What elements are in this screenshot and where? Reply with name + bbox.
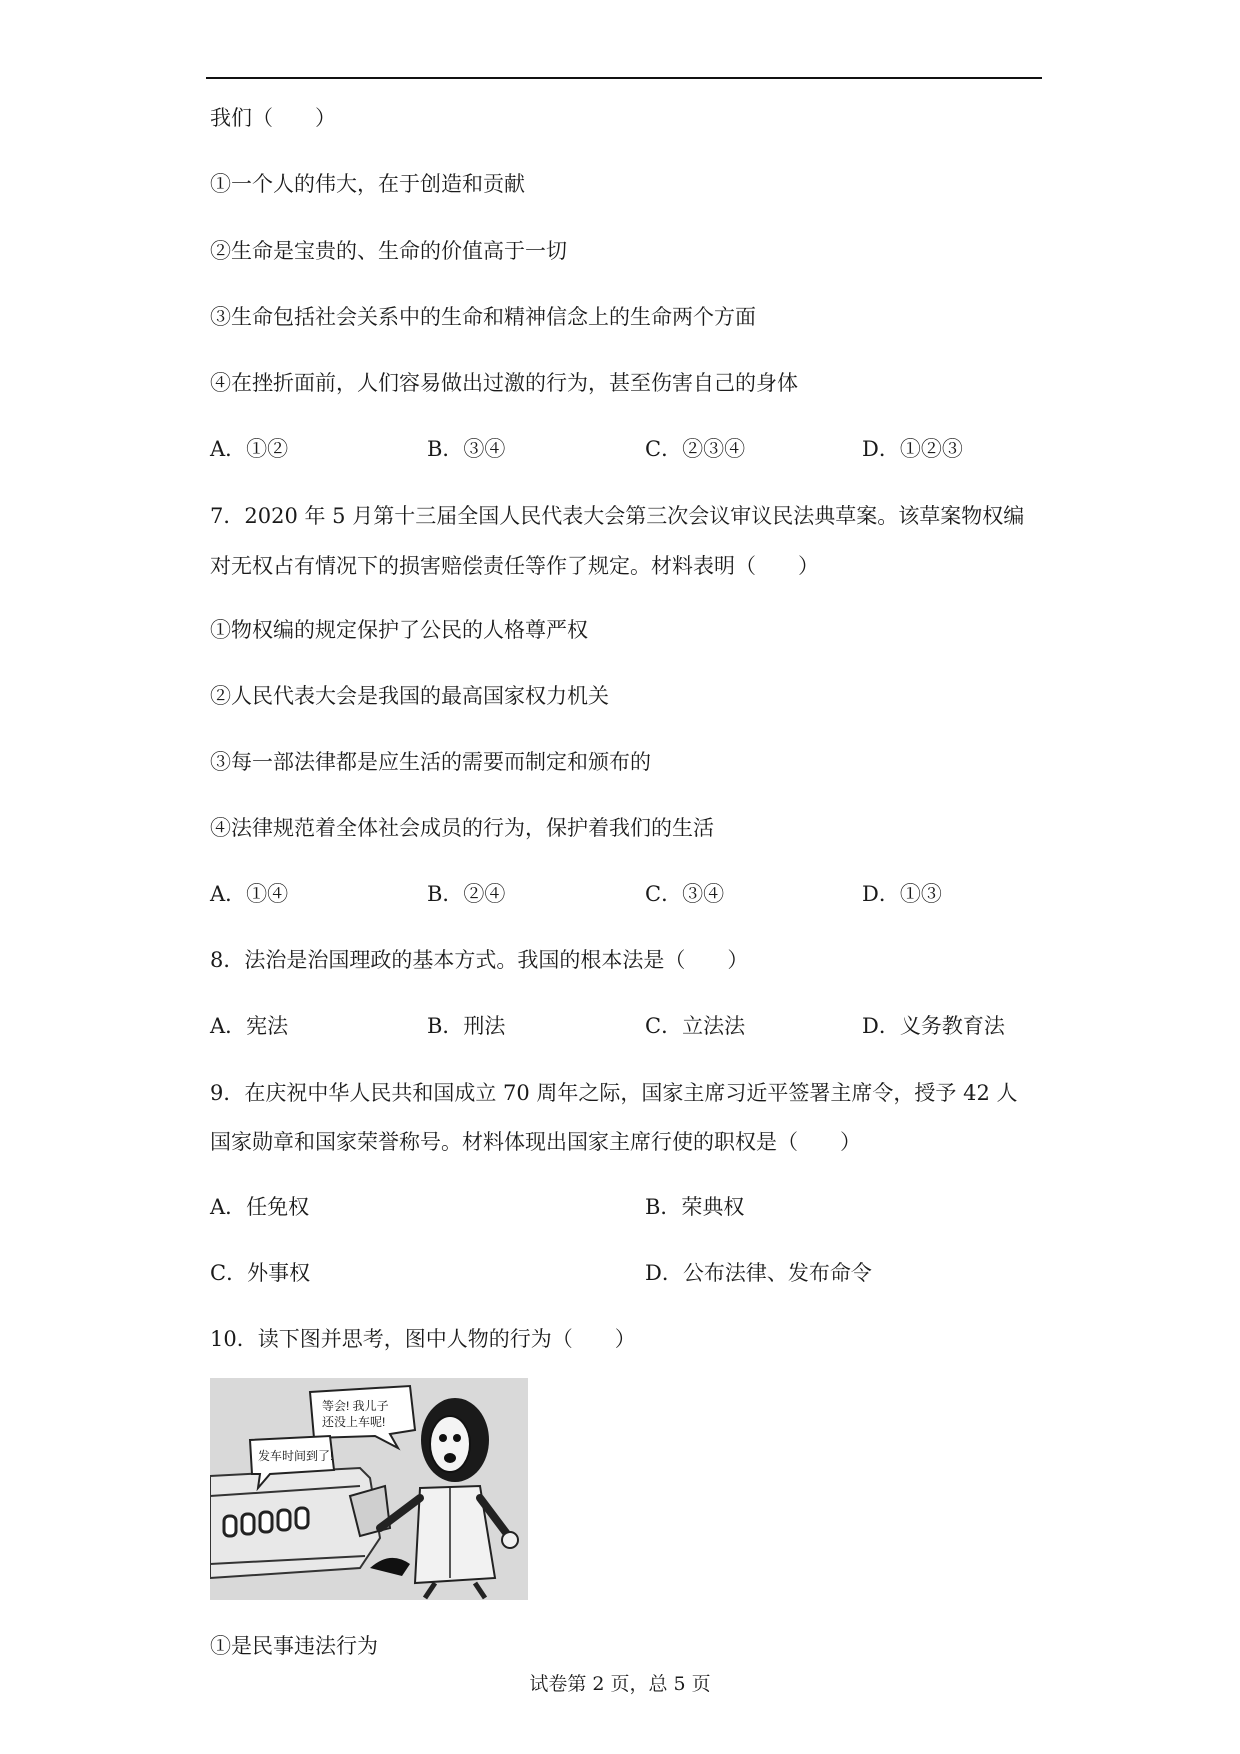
q6-item-3: ③生命包括社会关系中的生命和精神信念上的生命两个方面: [210, 305, 756, 329]
q6-item-1: ①一个人的伟大，在于创造和贡献: [210, 172, 525, 196]
q8-option-c: C．立法法: [645, 1014, 746, 1038]
q9-option-a: A．任免权: [210, 1195, 310, 1219]
q7-item-1: ①物权编的规定保护了公民的人格尊严权: [210, 618, 588, 642]
q6-stem-tail: 我们（ ）: [210, 106, 336, 130]
q10-cartoon-image: [210, 1378, 528, 1600]
q6-option-c: C．②③④: [645, 437, 746, 461]
q9-option-b: B．荣典权: [645, 1195, 745, 1219]
q7-stem-line-1: 7．2020 年 5 月第十三届全国人民代表大会第三次会议审议民法典草案。该草案物权编: [210, 504, 1025, 528]
q6-option-d: D．①②③: [862, 437, 963, 461]
q8-option-d: D．义务教育法: [862, 1014, 1005, 1038]
q8-option-a: A．宪法: [210, 1014, 289, 1038]
q7-item-2: ②人民代表大会是我国的最高国家权力机关: [210, 684, 609, 708]
q7-option-b: B．②④: [427, 882, 506, 906]
q10-item-1: ①是民事违法行为: [210, 1634, 378, 1658]
q9-option-c: C．外事权: [210, 1261, 311, 1285]
q8-option-b: B．刑法: [427, 1014, 506, 1038]
bubble-text-3: 发车时间到了!: [258, 1449, 334, 1463]
q6-item-2: ②生命是宝贵的、生命的价值高于一切: [210, 239, 567, 263]
q7-option-a: A．①④: [210, 882, 289, 906]
q7-item-4: ④法律规范着全体社会成员的行为，保护着我们的生活: [210, 816, 714, 840]
page-footer: 试卷第 2 页，总 5 页: [529, 1673, 711, 1695]
q7-option-c: C．③④: [645, 882, 725, 906]
q8-stem: 8．法治是治国理政的基本方式。我国的根本法是（ ）: [210, 948, 749, 972]
bubble-text-1: 等会! 我儿子: [322, 1399, 389, 1413]
q6-option-a: A．①②: [210, 437, 289, 461]
q7-item-3: ③每一部法律都是应生活的需要而制定和颁布的: [210, 750, 651, 774]
q9-stem-line-1: 9．在庆祝中华人民共和国成立 70 周年之际，国家主席习近平签署主席令，授予 42 人: [210, 1081, 1018, 1105]
q9-stem-line-2: 国家勋章和国家荣誉称号。材料体现出国家主席行使的职权是（ ）: [210, 1130, 861, 1154]
bubble-text-2: 还没上车呢!: [322, 1415, 386, 1429]
q7-stem-line-2: 对无权占有情况下的损害赔偿责任等作了规定。材料表明（ ）: [210, 554, 819, 578]
header-rule: [206, 77, 1042, 79]
q10-stem: 10．读下图并思考，图中人物的行为（ ）: [210, 1327, 636, 1351]
q7-option-d: D．①③: [862, 882, 942, 906]
q6-item-4: ④在挫折面前，人们容易做出过激的行为，甚至伤害自己的身体: [210, 371, 798, 395]
q9-option-d: D．公布法律、发布命令: [645, 1261, 872, 1285]
q6-option-b: B．③④: [427, 437, 506, 461]
